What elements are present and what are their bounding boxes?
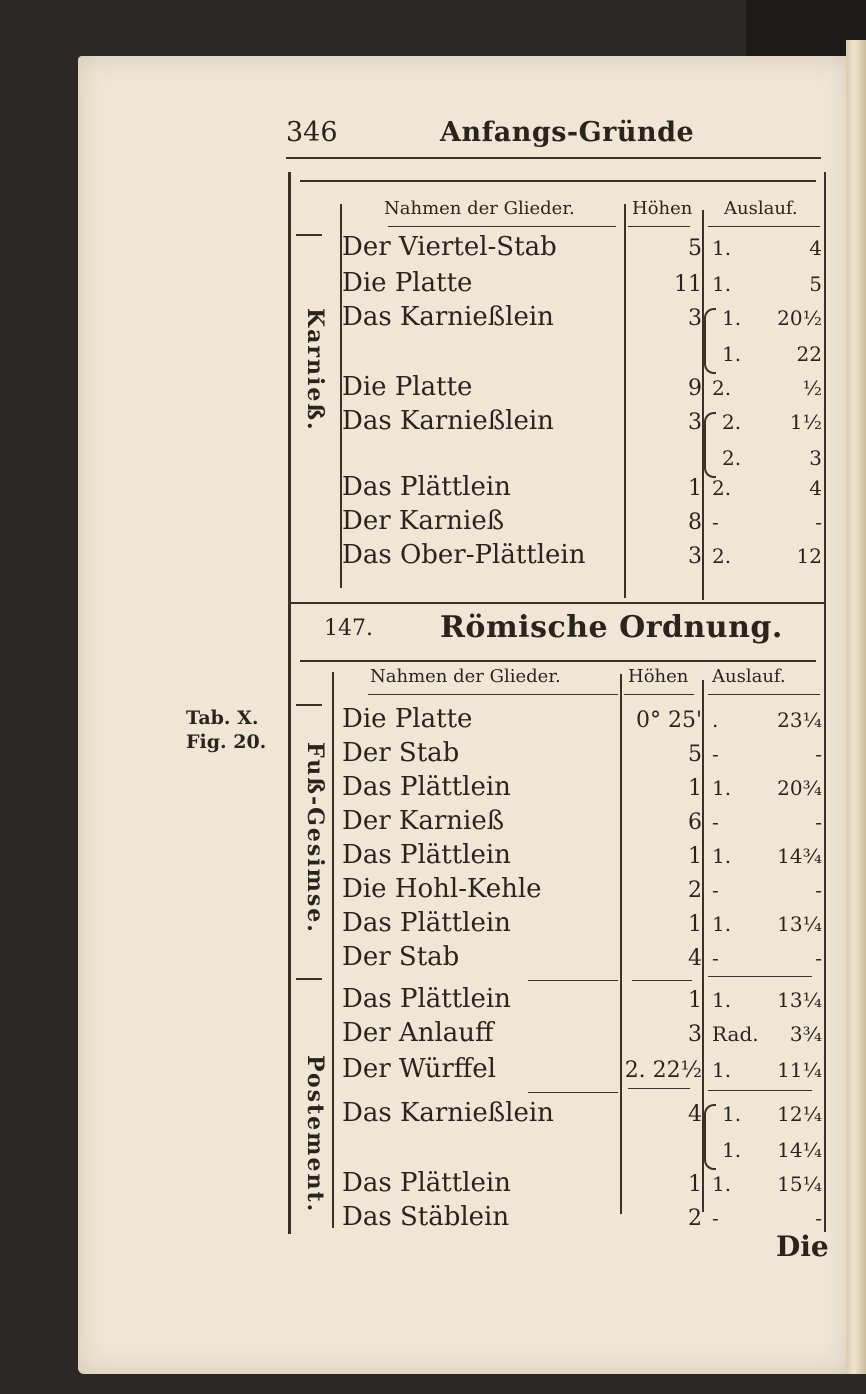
cell-auslauf-1: - (712, 1206, 719, 1230)
header-rule (286, 157, 821, 159)
cell-auslauf-1: 1. (722, 342, 742, 366)
group-divider (708, 1090, 812, 1091)
cell-name: Der Stab (342, 942, 460, 972)
catchword: Die (776, 1230, 829, 1263)
cell-name: Das Stäblein (342, 1202, 510, 1232)
cell-auslauf-2: 14¾ (777, 844, 822, 868)
brace (704, 412, 716, 478)
brace (704, 1104, 716, 1170)
cell-auslauf-2: - (815, 946, 822, 970)
column-header-name: Nahmen der Glieder. (370, 666, 561, 687)
group-label-postement: Postement. (302, 1054, 328, 1214)
cell-hoehe: 1 (688, 912, 702, 937)
cell-name: Das Plättlein (342, 840, 511, 870)
cell-hoehe: 5 (688, 236, 702, 261)
cell-hoehe: 9 (688, 376, 702, 401)
table-row (288, 1168, 826, 1202)
cell-name: Die Platte (342, 372, 473, 402)
cell-name: Die Platte (342, 704, 473, 734)
header-underline (628, 226, 690, 227)
cell-auslauf-1: - (712, 878, 719, 902)
group-divider (628, 1088, 690, 1089)
cell-hoehe: 0° 25' (635, 708, 702, 733)
margin-note-line: Tab. X. (186, 707, 259, 729)
column-header-name: Nahmen der Glieder. (384, 198, 575, 219)
cell-name: Das Plättlein (342, 908, 511, 938)
column-header-hoehen: Höhen (628, 666, 689, 687)
cell-auslauf-1: . (712, 708, 719, 732)
cell-name: Der Karnieß (342, 506, 505, 536)
cell-hoehe: 2 (688, 1206, 702, 1231)
cell-name: Die Hohl-Kehle (342, 874, 542, 904)
cell-auslauf-1: 1. (722, 1102, 742, 1126)
cell-auslauf-2: 11¼ (777, 1058, 822, 1082)
cell-hoehe: 1 (688, 844, 702, 869)
header-underline (624, 694, 694, 695)
table-row (288, 1018, 826, 1052)
cell-auslauf-1: 1. (712, 912, 732, 936)
table-row (288, 738, 826, 772)
cell-auslauf-1: 1. (712, 236, 732, 260)
cell-auslauf-1: 2. (712, 476, 732, 500)
table-row (288, 1134, 826, 1168)
cell-name: Der Stab (342, 738, 460, 768)
table-row (288, 840, 826, 874)
table-row (288, 506, 826, 540)
cell-name: Das Plättlein (342, 1168, 511, 1198)
table-row (288, 806, 826, 840)
cell-hoehe: 3 (688, 306, 702, 331)
page-edge (846, 40, 866, 1374)
group-divider (632, 980, 692, 981)
table-row (288, 302, 826, 336)
cell-name: Das Plättlein (342, 984, 511, 1014)
page-number: 346 (286, 117, 338, 148)
group-tick (296, 978, 322, 980)
cell-auslauf-1: 2. (712, 544, 732, 568)
cell-hoehe: 4 (688, 946, 702, 971)
cell-auslauf-1: 1. (712, 1172, 732, 1196)
cell-auslauf-1: 1. (712, 776, 732, 800)
cell-auslauf-2: 4 (809, 236, 822, 260)
cell-auslauf-2: 22 (796, 342, 822, 366)
cell-name: Das Plättlein (342, 772, 511, 802)
cell-hoehe: 2 (688, 878, 702, 903)
cell-hoehe: 3 (688, 410, 702, 435)
header-underline (708, 226, 820, 227)
table-row (288, 372, 826, 406)
table-row (288, 1202, 826, 1236)
cell-hoehe: 1 (688, 476, 702, 501)
cell-name: Das Karnießlein (342, 302, 554, 332)
section-number: 147. (324, 616, 373, 641)
section-title (288, 602, 826, 650)
cell-auslauf-2: 15¼ (777, 1172, 822, 1196)
cell-auslauf-2: 23¼ (777, 708, 822, 732)
cell-auslauf-1: 2. (722, 446, 742, 470)
cell-auslauf-1: Rad. (712, 1022, 759, 1046)
cell-hoehe: 1 (688, 988, 702, 1013)
table-row (288, 942, 826, 976)
column-header-auslauf: Auslauf. (724, 198, 798, 219)
cell-auslauf-2: - (815, 742, 822, 766)
group-label-fuss-gesimse: Fuß-Gesimse. (302, 742, 328, 934)
cell-hoehe: 5 (688, 742, 702, 767)
cell-auslauf-2: 12 (796, 544, 822, 568)
cell-auslauf-2: - (815, 510, 822, 534)
group-divider (708, 976, 812, 977)
cell-auslauf-2: 13¼ (777, 912, 822, 936)
cell-auslauf-1: 1. (712, 1058, 732, 1082)
cell-auslauf-1: - (712, 510, 719, 534)
cell-auslauf-2: 12¼ (777, 1102, 822, 1126)
table-row (288, 704, 826, 738)
cell-auslauf-2: 3¾ (789, 1022, 822, 1046)
table-row (288, 1098, 826, 1132)
header-underline (708, 694, 820, 695)
cell-auslauf-1: 1. (722, 1138, 742, 1162)
table-row (288, 772, 826, 806)
cell-hoehe: 8 (688, 510, 702, 535)
table-row (288, 874, 826, 908)
cell-auslauf-1: - (712, 742, 719, 766)
header-underline (388, 226, 616, 227)
cell-hoehe: 2. 22½ (624, 1058, 702, 1083)
table-top-rule (300, 660, 816, 662)
cell-auslauf-2: - (815, 878, 822, 902)
cell-auslauf-2: 20¾ (777, 776, 822, 800)
cell-auslauf-2: - (815, 1206, 822, 1230)
table-row (288, 268, 826, 302)
cell-auslauf-2: - (815, 810, 822, 834)
column-header-hoehen: Höhen (632, 198, 693, 219)
table-row (288, 540, 826, 574)
cell-hoehe: 3 (688, 1022, 702, 1047)
table-top-rule (300, 180, 816, 182)
brace (704, 308, 716, 374)
cell-hoehe: 1 (688, 776, 702, 801)
margin-note-line: Fig. 20. (186, 731, 267, 753)
cell-name: Die Platte (342, 268, 473, 298)
cell-auslauf-1: - (712, 810, 719, 834)
page-header (286, 117, 821, 157)
cell-name: Das Plättlein (342, 472, 511, 502)
cell-name: Das Karnießlein (342, 406, 554, 436)
header-underline (368, 694, 618, 695)
cell-auslauf-2: 1½ (789, 410, 822, 434)
cell-auslauf-1: 1. (712, 272, 732, 296)
cell-name: Der Würffel (342, 1054, 496, 1084)
cell-name: Das Ober-Plättlein (342, 540, 586, 570)
cell-auslauf-2: ½ (802, 376, 822, 400)
cell-hoehe: 6 (688, 810, 702, 835)
table-row (288, 232, 826, 266)
cell-auslauf-2: 14¼ (777, 1138, 822, 1162)
table-row (288, 984, 826, 1018)
cell-hoehe: 1 (688, 1172, 702, 1197)
section-heading: Römische Ordnung. (440, 610, 783, 645)
cell-name: Der Karnieß (342, 806, 505, 836)
table-row (288, 442, 826, 476)
cell-auslauf-2: 5 (809, 272, 822, 296)
cell-auslauf-1: 1. (722, 306, 742, 330)
cell-name: Der Viertel-Stab (342, 232, 557, 262)
table-row (288, 338, 826, 372)
margin-note (186, 706, 266, 754)
group-divider (528, 980, 618, 981)
table-row (288, 1054, 826, 1088)
table-row (288, 472, 826, 506)
group-divider (528, 1092, 618, 1093)
cell-auslauf-1: - (712, 946, 719, 970)
table-row (288, 908, 826, 942)
cell-auslauf-1: 2. (722, 410, 742, 434)
cell-auslauf-1: 2. (712, 376, 732, 400)
column-header-auslauf: Auslauf. (712, 666, 786, 687)
cell-name: Der Anlauff (342, 1018, 494, 1048)
cell-auslauf-2: 3 (809, 446, 822, 470)
table-row (288, 406, 826, 440)
cell-hoehe: 4 (688, 1102, 702, 1127)
group-label-karniess: Karnieß. (302, 308, 328, 432)
cell-name: Das Karnießlein (342, 1098, 554, 1128)
cell-auslauf-2: 4 (809, 476, 822, 500)
cell-auslauf-2: 13¼ (777, 988, 822, 1012)
cell-auslauf-1: 1. (712, 844, 732, 868)
cell-hoehe: 3 (688, 544, 702, 569)
running-title: Anfangs-Gründe (440, 117, 695, 148)
cell-auslauf-2: 20½ (777, 306, 822, 330)
cell-auslauf-1: 1. (712, 988, 732, 1012)
cell-hoehe: 11 (674, 272, 702, 297)
